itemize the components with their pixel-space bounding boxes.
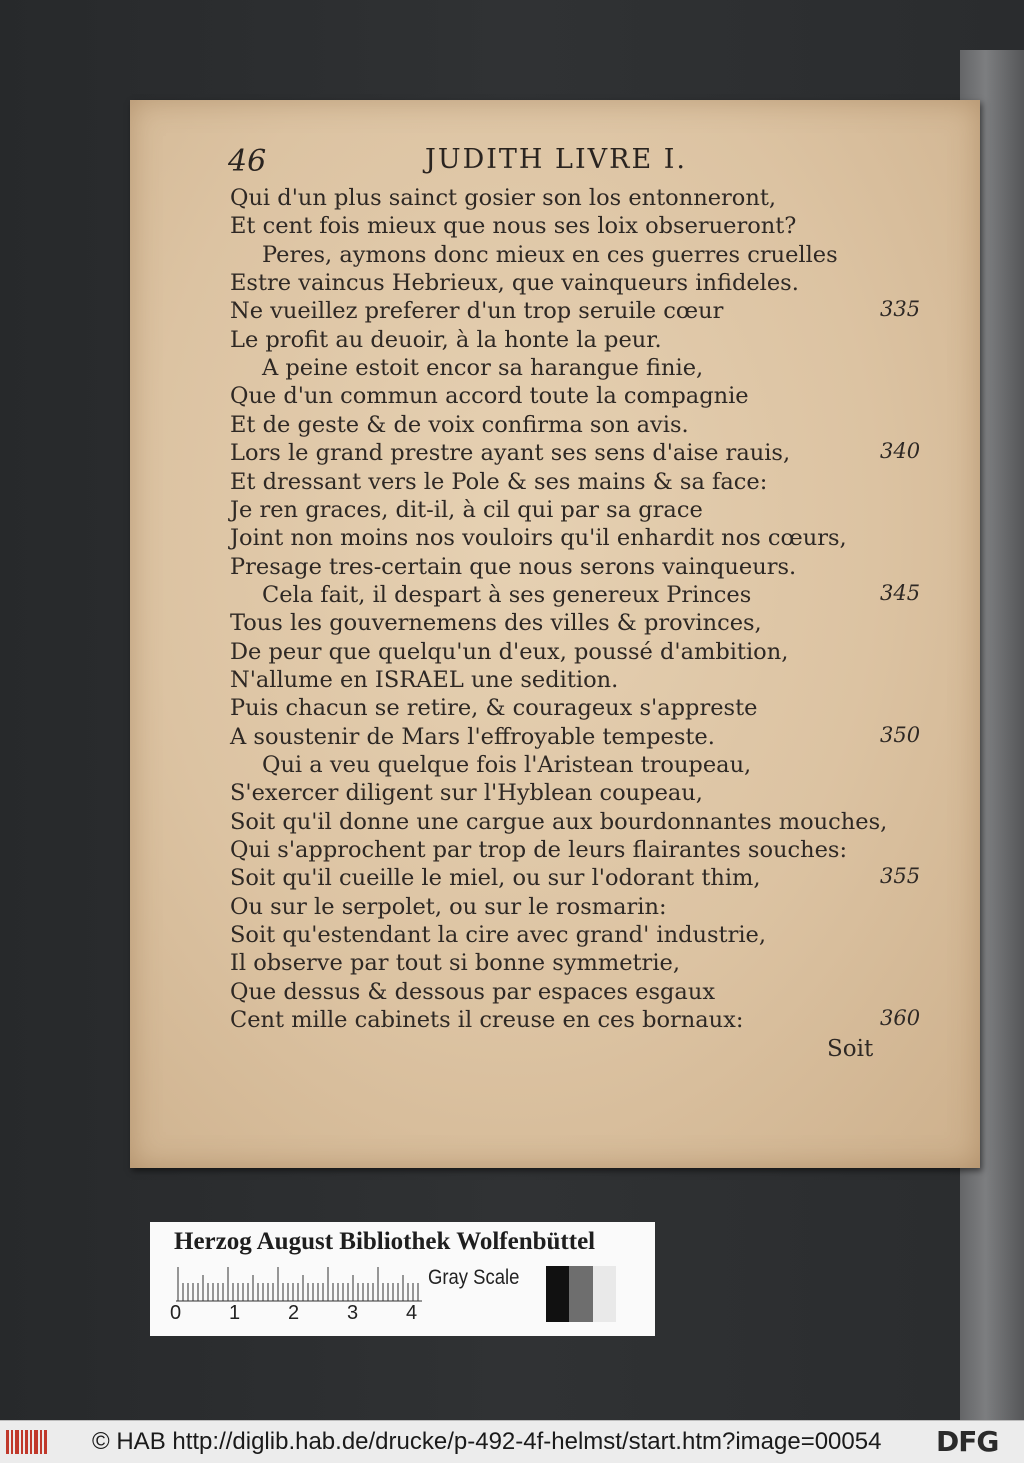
library-name: Herzog August Bibliothek Wolfenbüttel [174, 1228, 596, 1255]
gray-swatch [593, 1266, 616, 1322]
verse-line: Il observe par tout si bonne symmetrie, [230, 950, 680, 977]
verse-line: A soustenir de Mars l'effroyable tempeste. [230, 723, 715, 750]
verse-line: Qui d'un plus sainct gosier son los entonneront, [230, 185, 777, 211]
verse-line: Qui a veu quelque fois l'Aristean troupeau, [262, 752, 752, 778]
verse-line: Qui s'approchent par trop de leurs flairantes souches: [230, 837, 848, 864]
verse-line: Lors le grand prestre ayant ses sens d'aise rauis, [230, 440, 791, 467]
measurement-ruler [176, 1266, 422, 1302]
page-number: 46 [228, 144, 267, 179]
verse-line: Soit qu'estendant la cire avec grand' industrie, [230, 922, 767, 949]
gray-swatch [569, 1266, 592, 1322]
verse-line: De peur que quelqu'un d'eux, poussé d'ambition, [230, 638, 789, 665]
verse-line: A peine estoit encor sa harangue finie, [262, 355, 704, 382]
line-number: 335 [880, 297, 921, 322]
viewer-footer [0, 1420, 1024, 1463]
gray-swatch [546, 1266, 569, 1322]
verse-line: Tous les gouvernemens des villes & provinces, [230, 610, 762, 637]
ruler-number: 2 [288, 1302, 300, 1324]
verse-line: Je ren graces, dit-il, à cil qui par sa grace [230, 496, 703, 523]
ruler-number: 3 [347, 1302, 359, 1324]
copyright-url: © HAB http://diglib.hab.de/drucke/p-492-4f-helmst/start.htm?image=00054 [92, 1428, 882, 1455]
verse-line: Et dressant vers le Pole & ses mains & sa face: [230, 468, 768, 495]
verse-line: Presage tres-certain que nous serons vainqueurs. [230, 553, 797, 580]
line-number: 340 [880, 439, 921, 464]
book-page [130, 100, 980, 1168]
line-number: 355 [880, 864, 921, 889]
line-number: 345 [880, 580, 921, 605]
hab-barcode-logo-icon [6, 1428, 48, 1456]
verse-line: Soit qu'il cueille le miel, ou sur l'odorant thim, [230, 865, 761, 892]
verse-line: Ne vueillez preferer d'un trop seruile cœur [230, 298, 724, 325]
verse-line: Peres, aymons donc mieux en ces guerres cruelles [262, 241, 838, 268]
running-head: JUDITH LIVRE I. [425, 144, 687, 175]
ruler-number: 4 [406, 1302, 418, 1324]
catchword: Soit [827, 1036, 874, 1062]
line-number: 360 [880, 1006, 921, 1031]
verse-line: Et de geste & de voix confirma son avis. [230, 411, 689, 438]
verse-line: Cela fait, il despart à ses genereux Princes [262, 581, 752, 608]
verse-line: Et cent fois mieux que nous ses loix obserueront? [230, 213, 797, 240]
ruler-number: 1 [229, 1302, 241, 1324]
ruler-number: 0 [170, 1302, 182, 1324]
dfg-logo: DFG [936, 1425, 999, 1458]
verse-line: Puis chacun se retire, & courageux s'appreste [230, 695, 758, 722]
gray-scale-label: Gray Scale [428, 1266, 520, 1289]
gray-scale-swatches [546, 1266, 616, 1322]
line-number: 350 [880, 722, 921, 747]
verse-line: Joint non moins nos vouloirs qu'il enhardit nos cœurs, [230, 525, 847, 552]
verse-line: S'exercer diligent sur l'Hyblean coupeau, [230, 780, 703, 807]
verse-line: Que dessus & dessous par espaces esgaux [230, 978, 716, 1005]
verse-line: Cent mille cabinets il creuse en ces bornaux: [230, 1007, 744, 1034]
verse-line: N'allume en ISRAEL une sedition. [230, 666, 619, 693]
verse-line: Soit qu'il donne une cargue aux bourdonnantes mouches, [230, 808, 888, 835]
verse-line: Ou sur le serpolet, ou sur le rosmarin: [230, 893, 667, 920]
verse-line: Que d'un commun accord toute la compagnie [230, 383, 749, 410]
verse-line: Le profit au deuoir, à la honte la peur. [230, 326, 662, 353]
library-color-card [150, 1222, 655, 1336]
verse-line: Estre vaincus Hebrieux, que vainqueurs infideles. [230, 270, 799, 297]
